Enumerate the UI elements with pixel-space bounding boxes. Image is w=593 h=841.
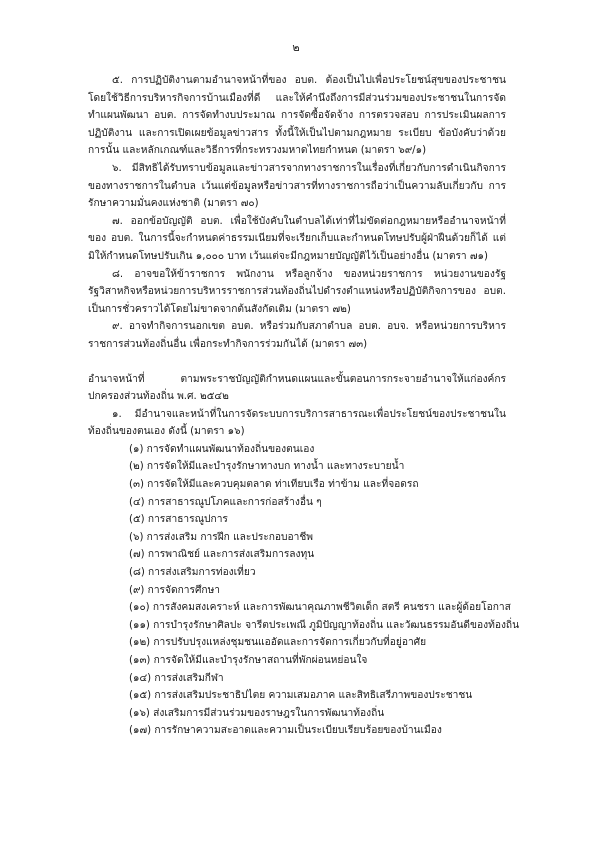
duty-list-item: (๑๕) การส่งเสริมประชาธิปไตย ความเสมอภาค และสิทธิเสรีภาพของประชาชน xyxy=(129,690,473,702)
paragraph-item-8: ๘. อาจขอให้ข้าราชการ พนักงาน หรือลูกจ้าง ของหน่วยราชการ หน่วยงานของรัฐ รัฐวิสาหกิจหรือหน่วยการบริหารราชการส่วนท้องถิ่นไปดำรงตำแหน่งหรือปฏิบัติกิจการของ อบต. เป็นการชั่วคราวได้โดยไม่ขาดจากต้นสังกัดเดิม (มาตรา ๗๒) xyxy=(88,268,506,315)
section-intro: ๑. มีอำนาจและหน้าที่ในการจัดระบบการบริการสาธารณะเพื่อประโยชน์ของประชาชนในท้องถิ่นของตนเอง ดังนี้ (มาตรา ๑๖) xyxy=(88,408,506,438)
duty-list-item: (๑) การจัดทำแผนพัฒนาท้องถิ่นของตนเอง xyxy=(129,443,315,455)
duty-list-item: (๑๐) การสังคมสงเคราะห์ และการพัฒนาคุณภาพชีวิตเด็ก สตรี คนชรา และผู้ด้อยโอกาส xyxy=(129,602,511,614)
duty-list-item: (๑๒) การปรับปรุงแหล่งชุมชนแออัดและการจัดการเกี่ยวกับที่อยู่อาศัย xyxy=(129,637,427,649)
duty-list-item: (๑๗) การรักษาความสะอาดและความเป็นระเบียบเรียบร้อยของบ้านเมือง xyxy=(129,725,442,737)
document-body xyxy=(88,72,520,740)
duty-list-item: (๑๑) การบำรุงรักษาศิลปะ จารีตประเพณี ภูมิปัญญาท้องถิ่น และวัฒนธรรมอันดีของท้องถิ่น xyxy=(129,619,520,631)
section-heading: อำนาจหน้าที่ ตามพระราชบัญญัติกำหนดแผนและขั้นตอนการกระจายอำนาจให้แก่องค์กรปกครองส่วนท้องถิ่น พ.ศ. ๒๕๔๒ xyxy=(88,373,506,403)
duty-list-item: (๑๖) ส่งเสริมการมีส่วนร่วมของราษฎรในการพัฒนาท้องถิ่น xyxy=(129,707,385,719)
duty-list-item: (๑๓) การจัดให้มีและบำรุงรักษาสถานที่พักผ่อนหย่อนใจ xyxy=(129,655,368,666)
duty-list-item: (๗) การพาณิชย์ และการส่งเสริมการลงทุน xyxy=(129,549,315,561)
duty-list-item: (๑๔) การส่งเสริมกีฬา xyxy=(129,672,224,684)
duty-list-item: (๘) การส่งเสริมการท่องเที่ยว xyxy=(129,567,256,579)
page-number: ๒ xyxy=(292,41,301,54)
duty-list-item: (๙) การจัดการศึกษา xyxy=(129,584,221,596)
duty-list-item: (๔) การสาธารณูปโภคและการก่อสร้างอื่น ๆ xyxy=(129,496,322,508)
duty-list-item: (๕) การสาธารณูปการ xyxy=(129,514,228,526)
duty-list xyxy=(88,441,520,740)
paragraph-item-5: ๕. การปฏิบัติงานตามอำนาจหน้าที่ของ อบต. ต้องเป็นไปเพื่อประโยชน์สุขของประชาชน โดยใช้วิธีการบริหารกิจการบ้านเมืองที่ดี และให้คำนึงถึงการมีส่วนร่วมของประชาชนในการจัดทำแผนพัฒนา อบต. การจัดทำงบประมาณ การจัดซื้อจัดจ้าง การตรวจสอบ การประเมินผลการปฏิบัติงาน และการเปิดเผยข้อมูลข่าวสาร ทั้งนี้ให้เป็นไปตามกฎหมาย ระเบียบ ข้อบังคับว่าด้วยการนั้น และหลักเกณฑ์และวิธีการที่กระทรวงมหาดไทยกำหนด (มาตรา ๖๙/๑) xyxy=(88,75,506,157)
paragraph-item-6: ๖. มีสิทธิได้รับทราบข้อมูลและข่าวสารจากทางราชการในเรื่องที่เกี่ยวกับการดำเนินกิจการของทางราชการในตำบล เว้นแต่ข้อมูลหรือข่าวสารที่ทางราชการถือว่าเป็นความลับเกี่ยวกับ การรักษาความมั่นคงแห่งชาติ (มาตรา ๗๐) xyxy=(88,162,506,210)
paragraph-item-7: ๗. ออกข้อบัญญัติ อบต. เพื่อใช้บังคับในตำบลได้เท่าที่ไม่ขัดต่อกฎหมายหรืออำนาจหน้าที่ของ อบต. ในการนี้จะกำหนดค่าธรรมเนียมที่จะเรียกเก็บและกำหนดโทษปรับผู้ฝ่าฝืนด้วยก็ได้ แต่มิให้กำหนดโทษปรับเกิน ๑,๐๐๐ บาท เว้นแต่จะมีกฎหมายบัญญัติไว้เป็นอย่างอื่น (มาตรา ๗๑) xyxy=(88,215,506,262)
duty-list-item: (๓) การจัดให้มีและควบคุมตลาด ท่าเทียบเรือ ท่าข้าม และที่จอดรถ xyxy=(129,479,419,491)
duty-list-item: (๖) การส่งเสริม การฝึก และประกอบอาชีพ xyxy=(129,531,313,543)
duty-list-item: (๒) การจัดให้มีและบำรุงรักษาทางบก ทางน้ำ และทางระบายน้ำ xyxy=(129,461,405,473)
paragraph-item-9: ๙. อาจทำกิจการนอกเขต อบต. หรือร่วมกับสภาตำบล อบต. อบจ. หรือหน่วยการบริหารราชการส่วนท้องถิ่นอื่น เพื่อกระทำกิจการร่วมกันได้ (มาตรา ๗๓) xyxy=(88,321,506,350)
section-spacer xyxy=(88,354,506,371)
